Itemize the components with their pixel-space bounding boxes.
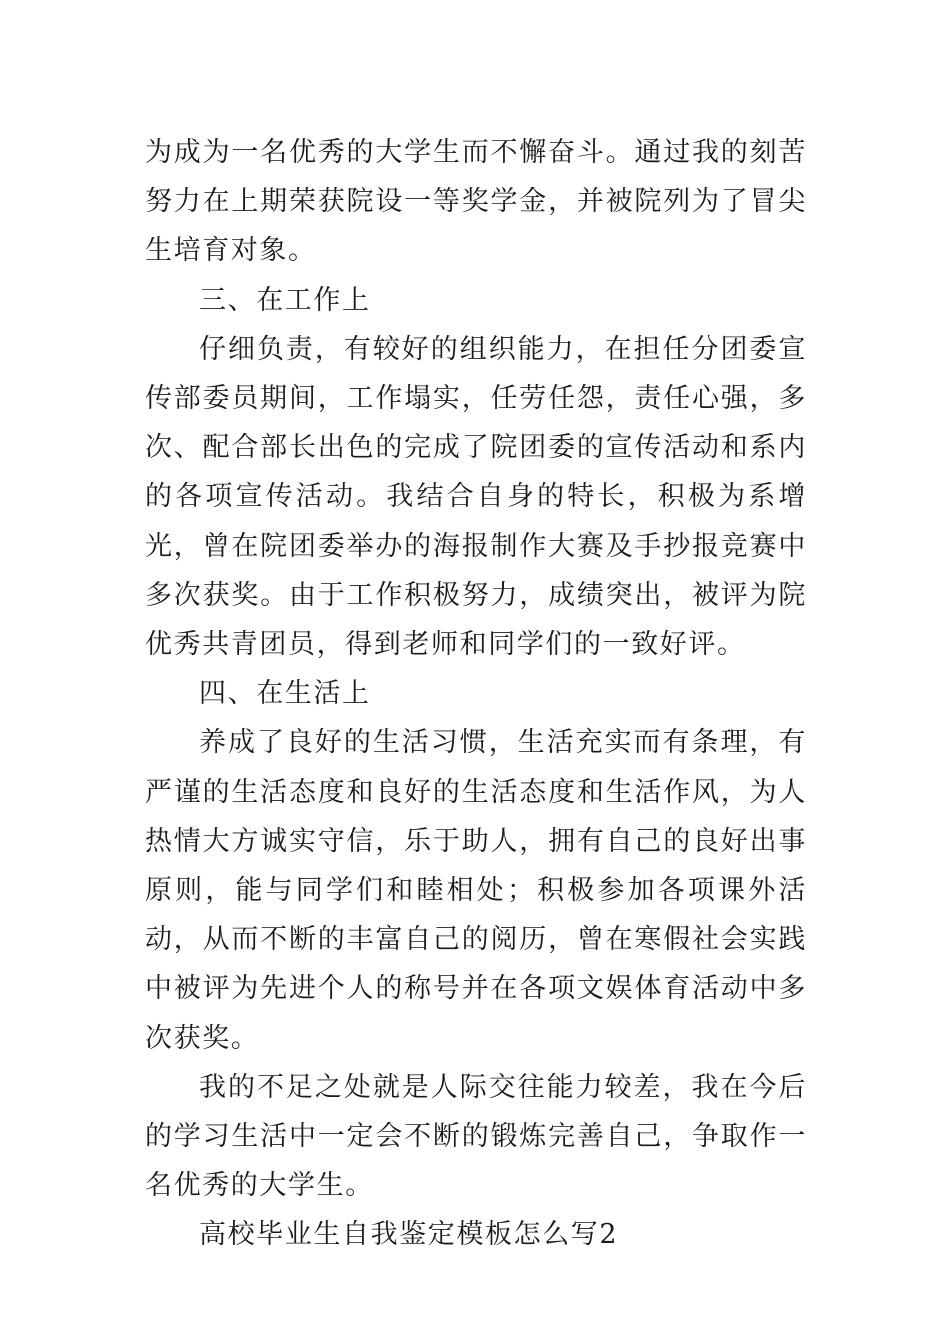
paragraph-continuation: 为成为一名优秀的大学生而不懈奋斗。通过我的刻苦努力在上期荣获院设一等奖学金，并被院列为了冒尖生培育对象。 [145,137,807,267]
paragraph-shortcomings: 我的不足之处就是人际交往能力较差，我在今后的学习生活中一定会不断的锻炼完善自己，争取作一名优秀的大学生。 [145,1071,807,1202]
paragraph-work: 仔细负责，有较好的组织能力，在担任分团委宣传部委员期间，工作塌实，任劳任怨，责任心强，多次、配合部长出色的完成了院团委的宣传活动和系内的各项宣传活动。我结合自身的特长，积极为系增光，曾在院团委举办的海报制作大赛及手抄报竞赛中多次获奖。由于工作积极努力，成绩突出，被评为院优秀共青团员，得到老师和同学们的一致好评。 [145,333,807,661]
next-article-title: 高校毕业生自我鉴定模板怎么写2 [199,1219,619,1251]
section-heading-life: 四、在生活上 [199,678,371,710]
section-heading-work: 三、在工作上 [199,284,371,316]
paragraph-life: 养成了良好的生活习惯，生活充实而有条理，有严谨的生活态度和良好的生活态度和生活作风，为人热情大方诚实守信，乐于助人，拥有自己的良好出事原则，能与同学们和睦相处；积极参加各项课外活动，从而不断的丰富自己的阅历，曾在寒假社会实践中被评为先进个人的称号并在各项文娱体育活动中多次获奖。 [145,727,807,1054]
document-body [145,128,807,1260]
